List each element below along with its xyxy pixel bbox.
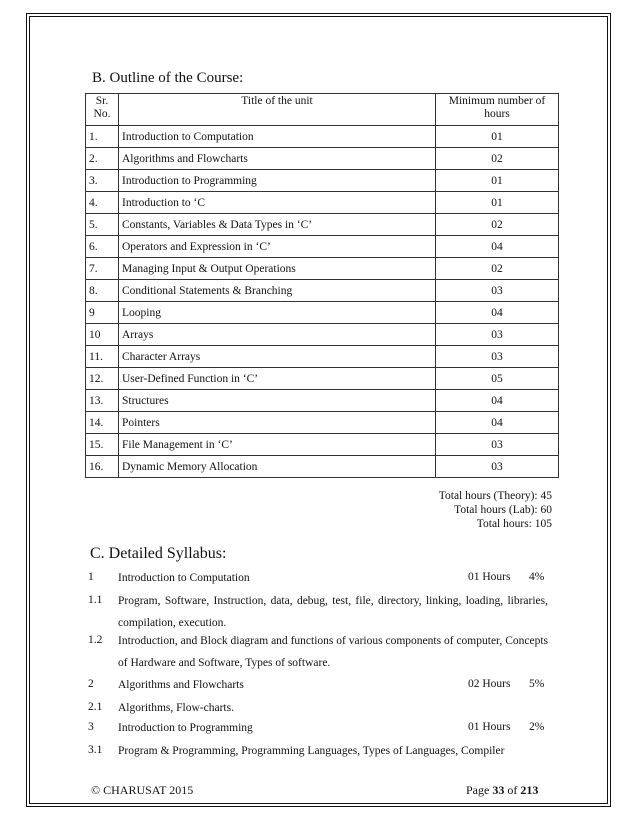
row-hours: 04 <box>436 236 559 258</box>
table-row <box>86 456 559 478</box>
row-num: 9 <box>86 302 119 324</box>
row-num: 5. <box>86 214 119 236</box>
unit-title: Introduction to Computation <box>118 572 250 584</box>
topic-text: Algorithms, Flow-charts. <box>118 702 234 714</box>
table-row <box>86 412 559 434</box>
row-hours: 03 <box>436 434 559 456</box>
row-hours: 03 <box>436 346 559 368</box>
table-row <box>86 346 559 368</box>
row-hours: 01 <box>436 170 559 192</box>
topic-number: 1.1 <box>88 594 103 606</box>
page-of-label: of <box>507 783 518 797</box>
topic-text: Introduction, and Block diagram and functions of various components of computer, Concepts of Hardware and Software, Types of software. <box>118 635 548 669</box>
row-title: Conditional Statements & Branching <box>119 280 436 302</box>
unit-number: 1 <box>88 571 94 583</box>
syllabus-topic <box>88 630 558 674</box>
row-num: 14. <box>86 412 119 434</box>
header-sr-no: Sr. No. <box>86 94 119 126</box>
section-c-title: C. Detailed Syllabus: <box>90 545 227 562</box>
syllabus-topic <box>88 740 558 762</box>
row-hours: 05 <box>436 368 559 390</box>
unit-title: Algorithms and Flowcharts <box>118 679 244 691</box>
table-row <box>86 148 559 170</box>
unit-percent: 2% <box>529 721 545 733</box>
topic-text: Program, Software, Instruction, data, debug, test, file, directory, linking, loading, libraries, compilation, execution. <box>118 595 548 629</box>
row-title: Structures <box>119 390 436 412</box>
topic-text: Program & Programming, Programming Languages, Types of Languages, Compiler <box>118 745 505 757</box>
row-hours: 03 <box>436 324 559 346</box>
row-title: File Management in ‘C’ <box>119 434 436 456</box>
section-b-title: B. Outline of the Course: <box>92 70 244 86</box>
row-title: Dynamic Memory Allocation <box>119 456 436 478</box>
header-title: Title of the unit <box>119 94 436 126</box>
row-num: 7. <box>86 258 119 280</box>
topic-number: 1.2 <box>88 634 103 646</box>
row-num: 1. <box>86 126 119 148</box>
unit-percent: 4% <box>529 571 545 583</box>
page-current: 33 <box>492 783 505 797</box>
table-row <box>86 236 559 258</box>
header-hours: Minimum number of hours <box>436 94 559 126</box>
syllabus-unit-heading <box>88 571 558 589</box>
row-hours: 02 <box>436 214 559 236</box>
row-title: Pointers <box>119 412 436 434</box>
row-title: Introduction to ‘C <box>119 192 436 214</box>
row-title: Introduction to Programming <box>119 170 436 192</box>
row-title: Arrays <box>119 324 436 346</box>
row-hours: 02 <box>436 148 559 170</box>
unit-title: Introduction to Programming <box>118 722 253 734</box>
table-row <box>86 302 559 324</box>
table-row <box>86 390 559 412</box>
row-num: 8. <box>86 280 119 302</box>
row-title: Looping <box>119 302 436 324</box>
row-num: 11. <box>86 346 119 368</box>
row-num: 10 <box>86 324 119 346</box>
row-num: 4. <box>86 192 119 214</box>
page-label: Page <box>466 783 490 797</box>
syllabus-topic <box>88 590 558 634</box>
footer-copyright: © CHARUSAT 2015 <box>91 783 194 797</box>
row-hours: 01 <box>436 192 559 214</box>
row-title: Constants, Variables & Data Types in ‘C’ <box>119 214 436 236</box>
row-title: Managing Input & Output Operations <box>119 258 436 280</box>
row-hours: 02 <box>436 258 559 280</box>
table-row <box>86 126 559 148</box>
unit-hours: 02 Hours <box>468 678 511 690</box>
row-hours: 03 <box>436 456 559 478</box>
table-row <box>86 324 559 346</box>
table-row <box>86 434 559 456</box>
row-title: Introduction to Computation <box>119 126 436 148</box>
course-outline-table <box>85 93 559 478</box>
topic-number: 3.1 <box>88 744 103 756</box>
row-num: 16. <box>86 456 119 478</box>
row-num: 2. <box>86 148 119 170</box>
topic-number: 2.1 <box>88 701 103 713</box>
row-hours: 04 <box>436 302 559 324</box>
row-num: 15. <box>86 434 119 456</box>
unit-number: 2 <box>88 678 94 690</box>
row-title: Algorithms and Flowcharts <box>119 148 436 170</box>
table-row <box>86 170 559 192</box>
total-hours-lab: Total hours (Lab): 60 <box>454 504 552 516</box>
row-hours: 04 <box>436 412 559 434</box>
table-row <box>86 368 559 390</box>
row-hours: 01 <box>436 126 559 148</box>
unit-hours: 01 Hours <box>468 721 511 733</box>
row-hours: 04 <box>436 390 559 412</box>
footer-page-number <box>466 783 538 798</box>
total-hours-block <box>439 489 552 531</box>
row-num: 6. <box>86 236 119 258</box>
total-hours: Total hours: 105 <box>476 518 552 530</box>
row-num: 3. <box>86 170 119 192</box>
table-header-row <box>86 94 559 126</box>
table-row <box>86 258 559 280</box>
unit-percent: 5% <box>529 678 545 690</box>
syllabus-unit-heading <box>88 721 558 739</box>
syllabus-topic <box>88 697 558 719</box>
row-hours: 03 <box>436 280 559 302</box>
unit-hours: 01 Hours <box>468 571 511 583</box>
unit-number: 3 <box>88 721 94 733</box>
row-title: User-Defined Function in ‘C’ <box>119 368 436 390</box>
page-total: 213 <box>520 783 539 797</box>
table-row <box>86 214 559 236</box>
total-hours-theory: Total hours (Theory): 45 <box>438 490 552 502</box>
row-title: Operators and Expression in ‘C’ <box>119 236 436 258</box>
row-title: Character Arrays <box>119 346 436 368</box>
table-row <box>86 192 559 214</box>
syllabus-unit-heading <box>88 678 558 696</box>
row-num: 12. <box>86 368 119 390</box>
table-row <box>86 280 559 302</box>
row-num: 13. <box>86 390 119 412</box>
